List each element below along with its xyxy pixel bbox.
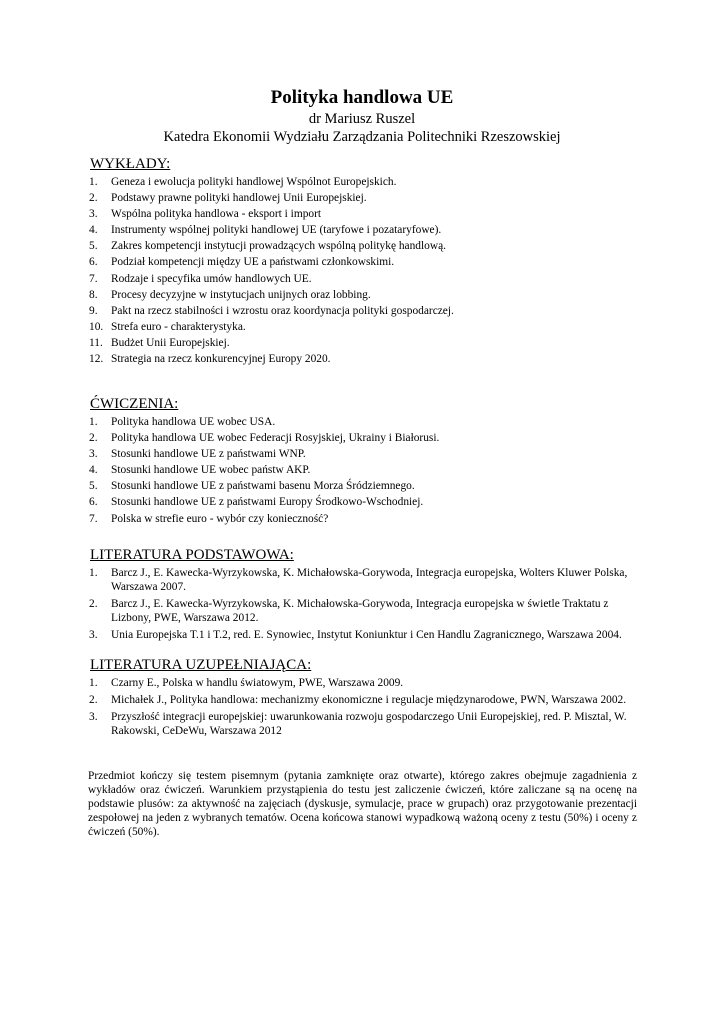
list-item-text: Czarny E., Polska w handlu światowym, PWE, Warszawa 2009. bbox=[111, 677, 404, 689]
exercises-list bbox=[89, 415, 649, 526]
lectures-section bbox=[89, 155, 649, 368]
list-item-number: 5. bbox=[89, 240, 98, 253]
list-item-text: Polska w strefie euro - wybór czy konieczność? bbox=[111, 512, 329, 525]
list-item bbox=[89, 495, 649, 509]
list-item-number: 10. bbox=[89, 320, 104, 333]
list-item bbox=[89, 479, 649, 493]
list-item-number: 2. bbox=[89, 192, 98, 205]
basic-literature-list bbox=[89, 566, 649, 642]
list-item-text: Podstawy prawne polityki handlowej Unii Europejskiej. bbox=[111, 192, 367, 205]
list-item-text: Polityka handlowa UE wobec Federacji Rosyjskiej, Ukrainy i Białorusi. bbox=[111, 432, 440, 445]
exercises-section bbox=[89, 395, 649, 528]
list-item bbox=[89, 431, 649, 445]
list-item-number: 8. bbox=[89, 288, 98, 301]
list-item-number: 4. bbox=[89, 224, 98, 237]
list-item bbox=[89, 207, 649, 221]
list-item bbox=[89, 336, 649, 350]
list-item-text: Procesy decyzyjne w instytucjach unijnych oraz lobbing. bbox=[111, 288, 371, 301]
list-item bbox=[89, 415, 649, 429]
list-item bbox=[89, 304, 649, 318]
list-item-text: Barcz J., E. Kawecka-Wyrzykowska, K. Michałowska-Gorywoda, Integracja europejska w świetle Traktatu z Lizbony, PWE, Warszawa 2012. bbox=[111, 598, 609, 624]
list-item bbox=[89, 447, 649, 461]
author-line: dr Mariusz Ruszel bbox=[308, 111, 416, 127]
list-item-text: Michałek J., Polityka handlowa: mechanizmy ekonomiczne i regulacje międzynarodowe, PWN, Warszawa 2002. bbox=[111, 694, 627, 706]
title-block bbox=[0, 86, 724, 146]
list-item-number: 1. bbox=[89, 677, 98, 689]
list-item bbox=[89, 223, 649, 237]
list-item-text: Strategia na rzecz konkurencyjnej Europy 2020. bbox=[111, 353, 331, 366]
list-item-number: 2. bbox=[89, 598, 98, 610]
list-item bbox=[89, 597, 649, 625]
list-item-number: 3. bbox=[89, 448, 98, 461]
list-item-text: Stosunki handlowe UE z państwami basenu Morza Śródziemnego. bbox=[111, 480, 415, 493]
list-item bbox=[89, 320, 649, 334]
list-item-text: Podział kompetencji między UE a państwami członkowskimi. bbox=[111, 256, 395, 269]
list-item-number: 11. bbox=[89, 336, 103, 349]
list-item bbox=[89, 239, 649, 253]
list-item-text: Zakres kompetencji instytucji prowadzących wspólną politykę handlową. bbox=[111, 240, 446, 253]
list-item-number: 1. bbox=[89, 176, 98, 188]
course-summary-paragraph: Przedmiot kończy się testem pisemnym (pytania zamknięte oraz otwarte), którego zakres obejmuje zagadnienia z wykładów oraz ćwiczeń. Warunkiem przystąpienia do testu jest zaliczenie ćwiczeń, które zaliczane są na ocenę na podstawie plusów: za aktywność na zajęciach (dyskusje, symulacje, prace w grupach) oraz przygotowanie prezentacji zespołowej na jeden z wybranych tematów. Ocena końcowa stanowi wypadkową ważoną oceny z testu (50%) i oceny z ćwiczeń (50%). bbox=[88, 770, 637, 839]
list-item-number: 7. bbox=[89, 512, 98, 525]
supplementary-literature-section bbox=[89, 656, 649, 741]
list-item bbox=[89, 710, 649, 738]
list-item bbox=[89, 191, 649, 205]
list-item-number: 4. bbox=[89, 464, 98, 477]
list-item bbox=[89, 628, 649, 642]
supplementary-literature-heading: LITERATURA UZUPEŁNIAJĄCA: bbox=[90, 657, 312, 673]
list-item-text: Przyszłość integracji europejskiej: uwarunkowania rozwoju gospodarczego Unii Europejskiej, red. P. Misztal, W. Rakowski, CeDeWu, Warszawa 2012 bbox=[111, 711, 627, 737]
exercises-heading: ĆWICZENIA: bbox=[90, 396, 179, 412]
list-item-number: 5. bbox=[89, 480, 98, 493]
list-item bbox=[89, 288, 649, 302]
list-item-number: 3. bbox=[89, 711, 98, 723]
list-item bbox=[89, 463, 649, 477]
list-item-number: 3. bbox=[89, 629, 98, 641]
list-item-number: 6. bbox=[89, 256, 98, 269]
list-item bbox=[89, 255, 649, 269]
document-title: Polityka handlowa UE bbox=[270, 87, 454, 108]
list-item-text: Geneza i ewolucja polityki handlowej Wspólnot Europejskich. bbox=[111, 176, 397, 188]
supplementary-literature-list bbox=[89, 676, 649, 738]
list-item-number: 9. bbox=[89, 304, 98, 317]
list-item-text: Barcz J., E. Kawecka-Wyrzykowska, K. Michałowska-Gorywoda, Integracja europejska, Wolters Kluwer Polska, Warszawa 2007. bbox=[111, 567, 628, 593]
list-item bbox=[89, 566, 649, 594]
list-item bbox=[89, 676, 649, 690]
list-item-text: Rodzaje i specyfika umów handlowych UE. bbox=[111, 272, 312, 285]
list-item-text: Instrumenty wspólnej polityki handlowej UE (taryfowe i pozataryfowe). bbox=[111, 224, 442, 237]
list-item-text: Polityka handlowa UE wobec USA. bbox=[111, 416, 276, 428]
list-item-text: Budżet Unii Europejskiej. bbox=[111, 336, 230, 349]
list-item-text: Stosunki handlowe UE wobec państw AKP. bbox=[111, 464, 311, 477]
list-item-number: 6. bbox=[89, 496, 98, 509]
lectures-heading: WYKŁADY: bbox=[90, 156, 171, 172]
list-item-number: 2. bbox=[89, 432, 98, 445]
list-item-number: 1. bbox=[89, 416, 98, 428]
list-item bbox=[89, 272, 649, 286]
list-item-number: 3. bbox=[89, 208, 98, 221]
list-item-text: Stosunki handlowe UE z państwami WNP. bbox=[111, 448, 306, 461]
list-item-text: Strefa euro - charakterystyka. bbox=[111, 320, 246, 333]
list-item-text: Pakt na rzecz stabilności i wzrostu oraz koordynacja polityki gospodarczej. bbox=[111, 304, 454, 317]
list-item bbox=[89, 352, 649, 366]
list-item-number: 12. bbox=[89, 353, 104, 366]
list-item-text: Wspólna polityka handlowa - eksport i import bbox=[111, 208, 322, 221]
lectures-list bbox=[89, 175, 649, 366]
list-item bbox=[89, 693, 649, 707]
list-item-number: 7. bbox=[89, 272, 98, 285]
department-line: Katedra Ekonomii Wydziału Zarządzania Politechniki Rzeszowskiej bbox=[163, 129, 561, 145]
basic-literature-heading: LITERATURA PODSTAWOWA: bbox=[90, 547, 294, 563]
list-item bbox=[89, 512, 649, 526]
list-item-number: 2. bbox=[89, 694, 98, 706]
list-item-text: Unia Europejska T.1 i T.2, red. E. Synowiec, Instytut Koniunktur i Cen Handlu Zagranicznego, Warszawa 2004. bbox=[111, 629, 622, 641]
list-item-text: Stosunki handlowe UE z państwami Europy Środkowo-Wschodniej. bbox=[111, 496, 424, 509]
list-item bbox=[89, 175, 649, 189]
basic-literature-section bbox=[89, 546, 649, 645]
list-item-number: 1. bbox=[89, 567, 98, 579]
